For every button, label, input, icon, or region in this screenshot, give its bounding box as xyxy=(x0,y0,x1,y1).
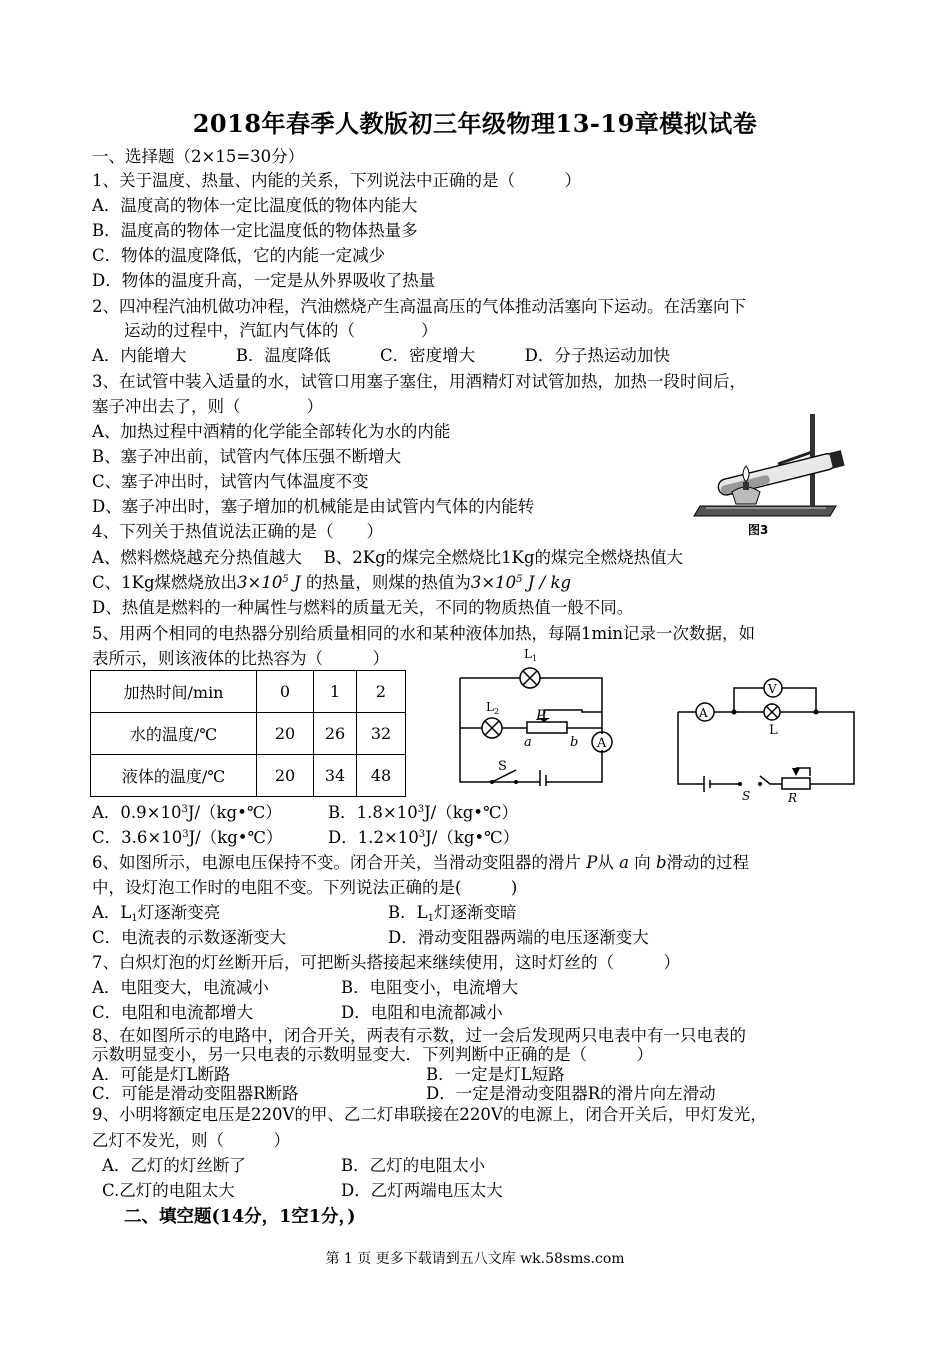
q2-options: A．内能增大 B．温度降低 C．密度增大 D．分子热运动加快 xyxy=(92,346,670,365)
table-cell: 48 xyxy=(357,755,406,797)
table-cell: 1 xyxy=(314,671,357,713)
q4-option-ab: A、燃料燃烧越充分热值越大 B、2Kg的煤完全燃烧比1Kg的煤完全燃烧热值大 xyxy=(92,548,684,567)
q5-stem-line1: 5、用两个相同的电热器分别给质量相同的水和某种液体加热，每隔1min记录一次数据，如 xyxy=(92,624,756,643)
q6-option-a: A．$L_1$灯逐渐变亮 xyxy=(92,903,221,924)
q7-option-a: A．电阻变大，电流减小 xyxy=(92,978,269,997)
q3-stem-line2: 塞子冲出去了，则（ ） xyxy=(92,397,323,416)
lamp-label: L xyxy=(769,723,778,738)
q1-option-d: D．物体的温度升高，一定是从外界吸收了热量 xyxy=(92,271,436,290)
q8-stem-line2: 示数明显变小，另一只电表的示数明显变大．下列判断中正确的是（ ） xyxy=(92,1045,653,1064)
terminal-a-label: a xyxy=(524,735,532,750)
table-row xyxy=(91,755,406,797)
q8-stem-line1: 8、在如图所示的电路中，闭合开关，两表有示数，过一会后发现两只电表中有一只电表的 xyxy=(92,1026,746,1045)
table-cell: 20 xyxy=(257,755,314,797)
q9-option-c: C.乙灯的电阻太大 xyxy=(102,1181,235,1200)
q4-option-c: C、1Kg煤燃烧放出$3\times 10^5$ J 的热量，则煤的热值为$3\times 10^5$ J / kg xyxy=(92,573,571,592)
page-title: 2018年春季人教版初三年级物理13-19章模拟试卷 xyxy=(192,109,758,138)
q4-stem: 4、下列关于热值说法正确的是（ ） xyxy=(92,522,383,541)
q1-option-a: A．温度高的物体一定比温度低的物体内能大 xyxy=(92,196,418,215)
q9-stem-line1: 9、小明将额定电压是220V的甲、乙二灯串联接在220V的电源上，闭合开关后，甲灯发光， xyxy=(92,1105,767,1124)
q6-stem-line1: 6、如图所示，电源电压保持不变。闭合开关，当滑动变阻器的滑片 P从 a 向 b滑动的过程 xyxy=(92,853,750,872)
q8-option-c: C．可能是滑动变阻器R断路 xyxy=(92,1084,299,1103)
q5-option-d: D．$1.2\times 10^3J/(kg•℃)$ xyxy=(328,828,520,847)
q3-option-b: B、塞子冲出前，试管内气体压强不断增大 xyxy=(92,447,402,466)
circuit-diagram-1 xyxy=(452,646,622,786)
table-cell: 加热时间/min xyxy=(91,671,257,713)
q1-option-b: B．温度高的物体一定比温度低的物体热量多 xyxy=(92,221,418,240)
table-cell: 34 xyxy=(314,755,357,797)
q6-option-c: C．电流表的示数逐渐变大 xyxy=(92,928,287,947)
table-cell: 水的温度/℃ xyxy=(91,713,257,755)
table-cell: 32 xyxy=(357,713,406,755)
q7-stem: 7、白炽灯泡的灯丝断开后，可把断头搭接起来继续使用，这时灯丝的（ ） xyxy=(92,953,680,972)
ammeter-label: A xyxy=(699,706,708,720)
q3-option-c: C、塞子冲出时，试管内气体温度不变 xyxy=(92,472,369,491)
q7-option-d: D．电阻和电流都减小 xyxy=(341,1003,503,1022)
circuit-diagram-2 xyxy=(670,672,860,804)
switch-label: S xyxy=(498,759,507,774)
voltmeter-label: V xyxy=(768,682,777,696)
q7-option-c: C．电阻和电流都增大 xyxy=(92,1003,254,1022)
test-tube-figure xyxy=(686,412,862,540)
table-cell: 液体的温度/℃ xyxy=(91,755,257,797)
figure-3-label: 图3 xyxy=(748,523,769,537)
q5-stem-line2: 表所示，则该液体的比热容为（ ） xyxy=(92,649,389,668)
q6-option-d: D．滑动变阻器两端的电压逐渐变大 xyxy=(388,928,649,947)
q8-option-a: A．可能是灯L断路 xyxy=(92,1065,231,1084)
section-2-heading: 二、填空题(14分，1空1分，) xyxy=(124,1207,356,1227)
q1-stem: 1、关于温度、热量、内能的关系，下列说法中正确的是（ ） xyxy=(92,171,581,190)
q2-stem-line1: 2、四冲程汽油机做功冲程，汽油燃烧产生高温高压的气体推动活塞向下运动。在活塞向下 xyxy=(92,297,746,316)
q3-option-d: D、塞子冲出时，塞子增加的机械能是由试管内气体的内能转 xyxy=(92,497,535,516)
slider-p-label: P xyxy=(536,708,546,724)
q9-option-d: D．乙灯两端电压太大 xyxy=(341,1181,503,1200)
table-header-row xyxy=(91,671,406,713)
switch-label: S xyxy=(742,789,751,803)
q5-option-b: B．$1.8\times 10^3J/(kg•℃)$ xyxy=(328,803,518,822)
q3-stem-line1: 3、在试管中装入适量的水，试管口用塞子塞住，用酒精灯对试管加热，加热一段时间后， xyxy=(92,372,746,391)
q6-option-b: B．$L_1$灯逐渐变暗 xyxy=(388,903,517,924)
lamp-l2-label: $L_2$ xyxy=(486,700,500,716)
q2-stem-line2: 运动的过程中，汽缸内气体的（ ） xyxy=(124,321,438,340)
q8-option-d: D．一定是滑动变阻器R的滑片向左滑动 xyxy=(426,1084,716,1103)
q6-stem-line2: 中，设灯泡工作时的电阻不变。下列说法正确的是( ) xyxy=(92,878,518,897)
page-footer: 第 1 页 更多下载请到五八文库 wk.58sms.com xyxy=(325,1251,625,1267)
rheostat-label: R xyxy=(788,791,798,804)
section-1-heading: 一、选择题（2×15=30分） xyxy=(92,147,305,166)
table-cell: 20 xyxy=(257,713,314,755)
q9-option-a: A．乙灯的灯丝断了 xyxy=(102,1156,246,1175)
q3-option-a: A、加热过程中酒精的化学能全部转化为水的内能 xyxy=(92,422,451,441)
terminal-b-label: b xyxy=(570,735,579,750)
lamp-l1-label: $L_1$ xyxy=(524,647,538,663)
table-cell: 26 xyxy=(314,713,357,755)
q9-stem-line2: 乙灯不发光，则（ ） xyxy=(92,1131,290,1150)
table-cell: 2 xyxy=(357,671,406,713)
q5-option-a: A．$0.9\times 10^3J/(kg•℃)$ xyxy=(92,803,282,822)
table-cell: 0 xyxy=(257,671,314,713)
table-row xyxy=(91,713,406,755)
q7-option-b: B．电阻变小，电流增大 xyxy=(341,978,519,997)
q8-option-b: B．一定是灯L短路 xyxy=(426,1065,565,1084)
heating-data-table xyxy=(90,670,406,797)
q1-option-c: C．物体的温度降低，它的内能一定减少 xyxy=(92,246,386,265)
q4-option-d: D、热值是燃料的一种属性与燃料的质量无关，不同的物质热值一般不同。 xyxy=(92,598,634,617)
q5-option-c: C．$3.6\times 10^3J/(kg•℃)$ xyxy=(92,828,283,847)
q9-option-b: B．乙灯的电阻太小 xyxy=(341,1156,486,1175)
ammeter-label: A xyxy=(597,736,607,751)
